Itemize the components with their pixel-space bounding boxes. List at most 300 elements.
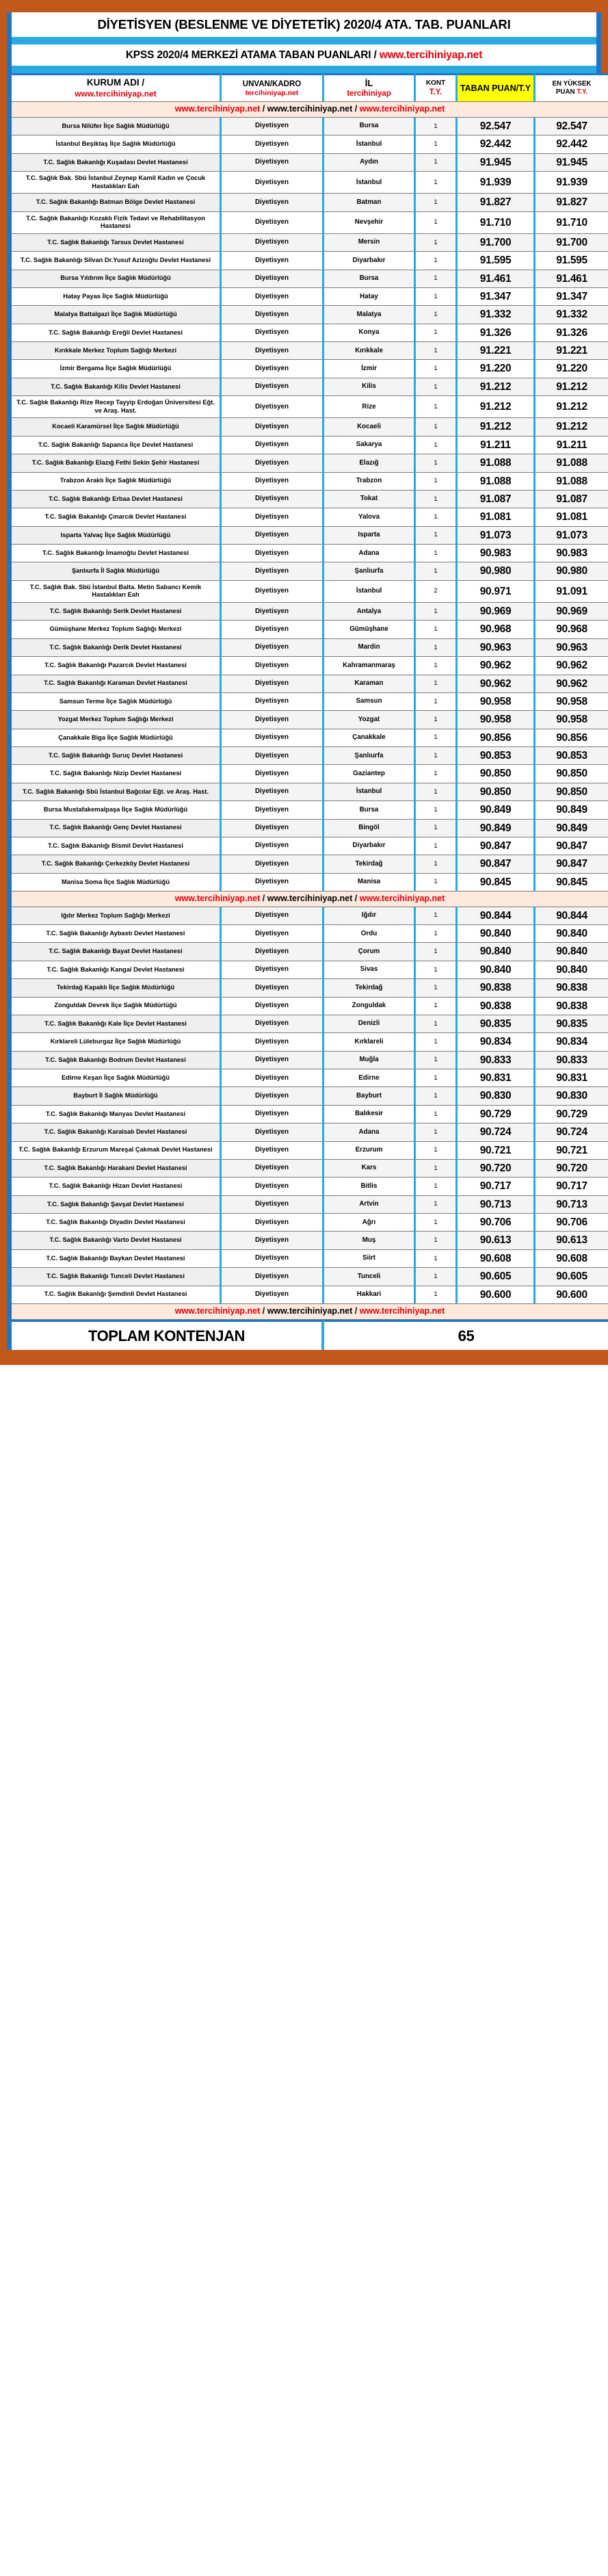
cell-kontenjan: 1 [416,1106,458,1123]
cell-il: Kars [324,1160,416,1178]
cell-il: Batman [324,194,416,211]
cell-kurum: Şanlıurfa İl Sağlık Müdürlüğü [12,562,222,580]
cell-il: Bingöl [324,820,416,837]
table-row[interactable] [12,306,608,324]
cell-kontenjan: 1 [416,1250,458,1268]
cell-kontenjan: 1 [416,1268,458,1286]
cell-unvan: Diyetisyen [222,252,324,270]
cell-taban-puan: 91.827 [458,194,536,211]
table-row[interactable] [12,1106,608,1123]
title-divider-top [12,37,596,44]
cell-il: Antalya [324,603,416,621]
cell-il: Ordu [324,925,416,943]
cell-unvan: Diyetisyen [222,1232,324,1249]
table-row[interactable] [12,1160,608,1178]
cell-kurum: Tekirdağ Kapaklı İlçe Sağlık Müdürlüğü [12,979,222,997]
cell-taban-puan: 90.849 [458,820,536,837]
cell-kurum: T.C. Sağlık Bakanlığı Aybastı Devlet Hastanesi [12,925,222,943]
cell-taban-puan: 91.212 [458,378,536,396]
promo-part-3[interactable]: www.tercihiniyap.net [359,894,445,904]
promo-sep-2: / [352,104,360,114]
cell-il: Şanlıurfa [324,747,416,765]
column-header-en-yuksek [536,73,608,102]
table-row[interactable] [12,491,608,508]
cell-en-yuksek-puan: 91.081 [536,508,608,526]
cell-taban-puan: 90.958 [458,693,536,711]
table-row[interactable] [12,837,608,855]
cell-en-yuksek-puan: 90.850 [536,765,608,783]
table-row[interactable] [12,396,608,418]
table-row[interactable] [12,1123,608,1141]
cell-kontenjan: 1 [416,729,458,747]
table-row[interactable] [12,907,608,925]
table-row[interactable] [12,621,608,638]
total-value: 65 [324,1320,608,1351]
cell-il: İstanbul [324,783,416,801]
cell-kurum: T.C. Sağlık Bakanlığı Varto Devlet Hastanesi [12,1232,222,1249]
cell-kurum: T.C. Sağlık Bakanlığı Diyadin Devlet Hastanesi [12,1214,222,1232]
cell-taban-puan: 91.326 [458,324,536,342]
table-row[interactable] [12,820,608,837]
cell-unvan: Diyetisyen [222,288,324,306]
table-row[interactable] [12,154,608,172]
cell-kurum: T.C. Sağlık Bakanlığı İmamoğlu Devlet Hastanesi [12,545,222,562]
cell-il: Tokat [324,491,416,508]
table-row[interactable] [12,581,608,603]
table-row[interactable] [12,693,608,711]
cell-kurum: Kırıkkale Merkez Toplum Sağlığı Merkezi [12,342,222,360]
table-row[interactable] [12,1196,608,1214]
cell-unvan: Diyetisyen [222,1142,324,1160]
cell-kurum: T.C. Sağlık Bakanlığı Kilis Devlet Hastanesi [12,378,222,396]
cell-taban-puan: 90.962 [458,675,536,693]
cell-kontenjan: 1 [416,925,458,943]
cell-kurum: T.C. Sağlık Bakanlığı Şavşat Devlet Hastanesi [12,1196,222,1214]
table-row[interactable] [12,874,608,892]
unvan-header-line2: tercihiniyap.net [245,88,299,97]
promo-part-1[interactable]: www.tercihiniyap.net [174,104,261,114]
cell-kurum: T.C. Sağlık Bakanlığı Manyas Devlet Hastanesi [12,1106,222,1123]
cell-kontenjan: 1 [416,342,458,360]
cell-taban-puan: 91.088 [458,473,536,491]
cell-kurum: T.C. Sağlık Bakanlığı Erzurum Mareşal Çakmak Devlet Hastanesi [12,1142,222,1160]
cell-taban-puan: 90.850 [458,765,536,783]
cell-en-yuksek-puan: 90.840 [536,961,608,979]
cell-taban-puan: 90.720 [458,1160,536,1178]
cell-kurum: T.C. Sağlık Bak. Sbü İstanbul Balta. Metin Sabancı Kemik Hastalıkları Eah [12,581,222,603]
table-row[interactable] [12,1214,608,1232]
kont-header-line2: T.Y. [429,88,442,97]
table-row[interactable] [12,1142,608,1160]
cell-kontenjan: 1 [416,621,458,638]
promo-part-3[interactable]: www.tercihiniyap.net [359,104,445,114]
cell-kontenjan: 1 [416,396,458,418]
table-row[interactable] [12,979,608,997]
cell-il: Elazığ [324,454,416,472]
table-row[interactable] [12,747,608,765]
cell-il: Gümüşhane [324,621,416,638]
cell-kontenjan: 1 [416,639,458,657]
cell-kontenjan: 1 [416,1015,458,1033]
table-row[interactable] [12,288,608,306]
column-header-kurum [12,73,222,102]
promo-part-2[interactable]: www.tercihiniyap.net [267,104,353,114]
yuksek-header-line1: EN YÜKSEK [552,80,592,88]
cell-kurum: Kırklareli Lüleburgaz İlçe Sağlık Müdürlüğü [12,1033,222,1051]
cell-kurum: Trabzon Araklı İlçe Sağlık Müdürlüğü [12,473,222,491]
cell-kontenjan: 1 [416,907,458,925]
cell-taban-puan: 90.840 [458,961,536,979]
cell-en-yuksek-puan: 91.073 [536,527,608,545]
table-row[interactable] [12,342,608,360]
cell-en-yuksek-puan: 90.721 [536,1142,608,1160]
table-row[interactable] [12,961,608,979]
cell-il: Gaziantep [324,765,416,783]
cell-kurum: Manisa Soma İlçe Sağlık Müdürlüğü [12,874,222,892]
cell-unvan: Diyetisyen [222,998,324,1015]
promo-sep-2: / [352,1305,360,1316]
total-row [12,1320,608,1351]
cell-taban-puan: 90.608 [458,1250,536,1268]
cell-unvan: Diyetisyen [222,729,324,747]
cell-kurum: T.C. Sağlık Bak. Sbü İstanbul Zeynep Kamil Kadın ve Çocuk Hastalıkları Eah [12,172,222,194]
unvan-header-line1: UNVAN/KADRO [242,79,302,88]
cell-unvan: Diyetisyen [222,135,324,153]
cell-en-yuksek-puan: 90.849 [536,820,608,837]
cell-kurum: T.C. Sağlık Bakanlığı Bismil Devlet Hastanesi [12,837,222,855]
page-title: DİYETİSYEN (BESLENME VE DİYETETİK) 2020/4 ATA. TAB. PUANLARI [12,12,596,37]
cell-taban-puan: 90.721 [458,1142,536,1160]
table-row[interactable] [12,418,608,436]
cell-il: Adana [324,1123,416,1141]
cell-taban-puan: 90.980 [458,562,536,580]
table-row[interactable] [12,545,608,562]
cell-il: Şanlıurfa [324,562,416,580]
cell-kontenjan: 1 [416,288,458,306]
table-row[interactable] [12,1015,608,1033]
cell-il: Bursa [324,801,416,819]
cell-unvan: Diyetisyen [222,1250,324,1268]
cell-en-yuksek-puan: 91.945 [536,154,608,172]
table-row[interactable] [12,1069,608,1087]
table-row[interactable] [12,783,608,801]
cell-unvan: Diyetisyen [222,925,324,943]
cell-unvan: Diyetisyen [222,172,324,194]
table-row[interactable] [12,603,608,621]
table-row[interactable] [12,234,608,252]
cell-unvan: Diyetisyen [222,212,324,234]
cell-kontenjan: 1 [416,1196,458,1214]
table-row[interactable] [12,801,608,819]
table-row[interactable] [12,118,608,135]
yuksek-header-line2b: T.Y. [577,88,588,96]
cell-kurum: T.C. Sağlık Bakanlığı Rize Recep Tayyip Erdoğan Üniversitesi Eğt. ve Araş. Hast. [12,396,222,418]
column-header-unvan [222,73,324,102]
cell-kurum: T.C. Sağlık Bakanlığı Şemdinli Devlet Hastanesi [12,1286,222,1304]
cell-kontenjan: 1 [416,154,458,172]
promo-part-3[interactable]: www.tercihiniyap.net [359,1305,445,1316]
cell-en-yuksek-puan: 90.613 [536,1232,608,1249]
cell-il: Bayburt [324,1087,416,1105]
cell-en-yuksek-puan: 90.962 [536,675,608,693]
cell-unvan: Diyetisyen [222,1052,324,1069]
table-row[interactable] [12,270,608,288]
header-row [12,73,608,102]
table-row[interactable] [12,657,608,675]
cell-kurum: T.C. Sağlık Bakanlığı Sbü İstanbul Bağcılar Eğt. ve Araş. Hast. [12,783,222,801]
cell-unvan: Diyetisyen [222,118,324,135]
cell-en-yuksek-puan: 92.547 [536,118,608,135]
cell-il: Tunceli [324,1268,416,1286]
cell-kurum: Isparta Yalvaç İlçe Sağlık Müdürlüğü [12,527,222,545]
cell-taban-puan: 90.838 [458,979,536,997]
cell-taban-puan: 90.831 [458,1069,536,1087]
cell-kontenjan: 2 [416,581,458,603]
table-row[interactable] [12,925,608,943]
cell-kurum: Bayburt İl Sağlık Müdürlüğü [12,1087,222,1105]
cell-taban-puan: 90.853 [458,747,536,765]
table-row[interactable] [12,765,608,783]
cell-unvan: Diyetisyen [222,581,324,603]
cell-en-yuksek-puan: 91.212 [536,396,608,418]
cell-kontenjan: 1 [416,675,458,693]
cell-il: Erzurum [324,1142,416,1160]
cell-il: Aydın [324,154,416,172]
cell-en-yuksek-puan: 91.088 [536,454,608,472]
cell-en-yuksek-puan: 90.833 [536,1052,608,1069]
cell-il: Artvin [324,1196,416,1214]
cell-il: Muğla [324,1052,416,1069]
cell-kurum: Gümüşhane Merkez Toplum Sağlığı Merkezi [12,621,222,638]
cell-kurum: Edirne Keşan İlçe Sağlık Müdürlüğü [12,1069,222,1087]
table-row[interactable] [12,1087,608,1105]
cell-il: İstanbul [324,135,416,153]
cell-en-yuksek-puan: 91.212 [536,378,608,396]
cell-unvan: Diyetisyen [222,360,324,378]
promo-part-1[interactable]: www.tercihiniyap.net [174,894,261,904]
table-row[interactable] [12,1033,608,1051]
cell-en-yuksek-puan: 90.850 [536,783,608,801]
table-row[interactable] [12,998,608,1015]
cell-il: Hatay [324,288,416,306]
cell-kontenjan: 1 [416,437,458,454]
table-row[interactable] [12,729,608,747]
table-row[interactable] [12,527,608,545]
table-row[interactable] [12,639,608,657]
cell-unvan: Diyetisyen [222,1268,324,1286]
table-row[interactable] [12,360,608,378]
cell-en-yuksek-puan: 90.729 [536,1106,608,1123]
table-row[interactable] [12,473,608,491]
cell-kontenjan: 1 [416,194,458,211]
cell-en-yuksek-puan: 90.840 [536,925,608,943]
table-row[interactable] [12,437,608,454]
cell-kontenjan: 1 [416,135,458,153]
table-row[interactable] [12,943,608,961]
cell-kontenjan: 1 [416,603,458,621]
cell-kontenjan: 1 [416,1178,458,1195]
cell-unvan: Diyetisyen [222,747,324,765]
table-row[interactable] [12,194,608,211]
table-row[interactable] [12,378,608,396]
cell-kurum: T.C. Sağlık Bakanlığı Kale İlçe Devlet Hastanesi [12,1015,222,1033]
cell-en-yuksek-puan: 90.605 [536,1268,608,1286]
table-row[interactable] [12,1052,608,1069]
cell-kontenjan: 1 [416,1069,458,1087]
top-border-band [0,0,608,12]
cell-il: Ağrı [324,1214,416,1232]
cell-kontenjan: 1 [416,454,458,472]
table-row[interactable] [12,1250,608,1268]
cell-en-yuksek-puan: 90.713 [536,1196,608,1214]
cell-unvan: Diyetisyen [222,837,324,855]
cell-kurum: T.C. Sağlık Bakanlığı Ereğli Devlet Hastanesi [12,324,222,342]
cell-kurum: T.C. Sağlık Bakanlığı Kangal Devlet Hastanesi [12,961,222,979]
table-row[interactable] [12,252,608,270]
total-label: TOPLAM KONTENJAN [12,1320,324,1351]
table-row[interactable] [12,855,608,873]
taban-header-line2: PUAN/T.Y [492,83,531,93]
cell-taban-puan: 91.220 [458,360,536,378]
promo-banner [12,102,608,118]
cell-kontenjan: 1 [416,1123,458,1141]
cell-unvan: Diyetisyen [222,1069,324,1087]
cell-taban-puan: 90.613 [458,1232,536,1249]
cell-en-yuksek-puan: 90.847 [536,855,608,873]
cell-taban-puan: 90.850 [458,783,536,801]
cell-kontenjan: 1 [416,473,458,491]
subtitle [12,44,596,66]
table-row[interactable] [12,711,608,729]
cell-il: Sivas [324,961,416,979]
cell-taban-puan: 90.605 [458,1268,536,1286]
cell-kontenjan: 1 [416,324,458,342]
cell-taban-puan: 90.713 [458,1196,536,1214]
cell-kontenjan: 1 [416,252,458,270]
cell-il: Muş [324,1232,416,1249]
table-row[interactable] [12,675,608,693]
cell-taban-puan: 90.844 [458,907,536,925]
cell-unvan: Diyetisyen [222,545,324,562]
cell-en-yuksek-puan: 91.710 [536,212,608,234]
cell-en-yuksek-puan: 91.595 [536,252,608,270]
bottom-border-band [0,1350,608,1365]
cell-kurum: İstanbul Beşiktaş İlçe Sağlık Müdürlüğü [12,135,222,153]
cell-unvan: Diyetisyen [222,527,324,545]
cell-kontenjan: 1 [416,212,458,234]
table-row[interactable] [12,1232,608,1249]
cell-il: Hakkari [324,1286,416,1304]
cell-en-yuksek-puan: 90.958 [536,711,608,729]
cell-kontenjan: 1 [416,360,458,378]
cell-unvan: Diyetisyen [222,961,324,979]
table-row[interactable] [12,135,608,153]
cell-kontenjan: 1 [416,783,458,801]
cell-kurum: T.C. Sağlık Bakanlığı Silvan Dr.Yusuf Azizoğlu Devlet Hastanesi [12,252,222,270]
cell-taban-puan: 91.710 [458,212,536,234]
cell-kontenjan: 1 [416,1160,458,1178]
cell-unvan: Diyetisyen [222,324,324,342]
cell-unvan: Diyetisyen [222,1286,324,1304]
cell-kurum: T.C. Sağlık Bakanlığı Baykan Devlet Hastanesi [12,1250,222,1268]
promo-part-1[interactable]: www.tercihiniyap.net [174,1305,261,1316]
cell-taban-puan: 90.835 [458,1015,536,1033]
cell-taban-puan: 90.600 [458,1286,536,1304]
cell-il: Kocaeli [324,418,416,436]
cell-il: Diyarbakır [324,837,416,855]
cell-kontenjan: 1 [416,820,458,837]
cell-kurum: Yozgat Merkez Toplum Sağlığı Merkezi [12,711,222,729]
table-row[interactable] [12,508,608,526]
cell-kurum: T.C. Sağlık Bakanlığı Bodrum Devlet Hastanesi [12,1052,222,1069]
cell-en-yuksek-puan: 91.087 [536,491,608,508]
cell-kontenjan: 1 [416,118,458,135]
cell-kontenjan: 1 [416,801,458,819]
cell-taban-puan: 91.081 [458,508,536,526]
table-row[interactable] [12,212,608,234]
cell-kurum: T.C. Sağlık Bakanlığı Karaisalı Devlet Hastanesi [12,1123,222,1141]
cell-il: Bitlis [324,1178,416,1195]
cell-en-yuksek-puan: 90.980 [536,562,608,580]
cell-en-yuksek-puan: 90.831 [536,1069,608,1087]
content-area [12,12,596,1350]
cell-en-yuksek-puan: 91.211 [536,437,608,454]
cell-kontenjan: 1 [416,711,458,729]
cell-taban-puan: 91.088 [458,454,536,472]
cell-kontenjan: 1 [416,545,458,562]
cell-unvan: Diyetisyen [222,491,324,508]
cell-en-yuksek-puan: 90.834 [536,1033,608,1051]
cell-en-yuksek-puan: 90.608 [536,1250,608,1268]
subtitle-link[interactable]: www.tercihiniyap.net [379,49,483,62]
cell-il: Tekirdağ [324,855,416,873]
table-row[interactable] [12,1268,608,1286]
cell-taban-puan: 90.849 [458,801,536,819]
promo-part-2[interactable]: www.tercihiniyap.net [267,1305,353,1316]
cell-taban-puan: 91.221 [458,342,536,360]
promo-part-2[interactable]: www.tercihiniyap.net [267,894,353,904]
cell-en-yuksek-puan: 90.983 [536,545,608,562]
cell-unvan: Diyetisyen [222,508,324,526]
cell-kurum: T.C. Sağlık Bakanlığı Çınarcık Devlet Hastanesi [12,508,222,526]
cell-kontenjan: 1 [416,747,458,765]
cell-il: İzmir [324,360,416,378]
kont-header-line1: KONT [425,79,446,87]
table-row[interactable] [12,1178,608,1195]
cell-kurum: T.C. Sağlık Bakanlığı Harakani Devlet Hastanesi [12,1160,222,1178]
cell-il: Yozgat [324,711,416,729]
cell-taban-puan: 91.700 [458,234,536,252]
cell-taban-puan: 90.724 [458,1123,536,1141]
kurum-header-line1: KURUM ADI / [86,77,145,88]
table-footer [12,1304,608,1350]
table-row[interactable] [12,454,608,472]
table-row[interactable] [12,324,608,342]
table-row[interactable] [12,1286,608,1304]
promo-banner-text [12,892,608,907]
cell-kontenjan: 1 [416,979,458,997]
yuksek-header-line2a: PUAN [555,88,577,96]
cell-il: Konya [324,324,416,342]
cell-kurum: T.C. Sağlık Bakanlığı Bayat Devlet Hastanesi [12,943,222,961]
cell-en-yuksek-puan: 90.963 [536,639,608,657]
table-row[interactable] [12,172,608,194]
table-row[interactable] [12,562,608,580]
cell-unvan: Diyetisyen [222,765,324,783]
cell-unvan: Diyetisyen [222,943,324,961]
title-divider-bottom [12,66,596,73]
cell-kurum: T.C. Sağlık Bakanlığı Derik Devlet Hastanesi [12,639,222,657]
